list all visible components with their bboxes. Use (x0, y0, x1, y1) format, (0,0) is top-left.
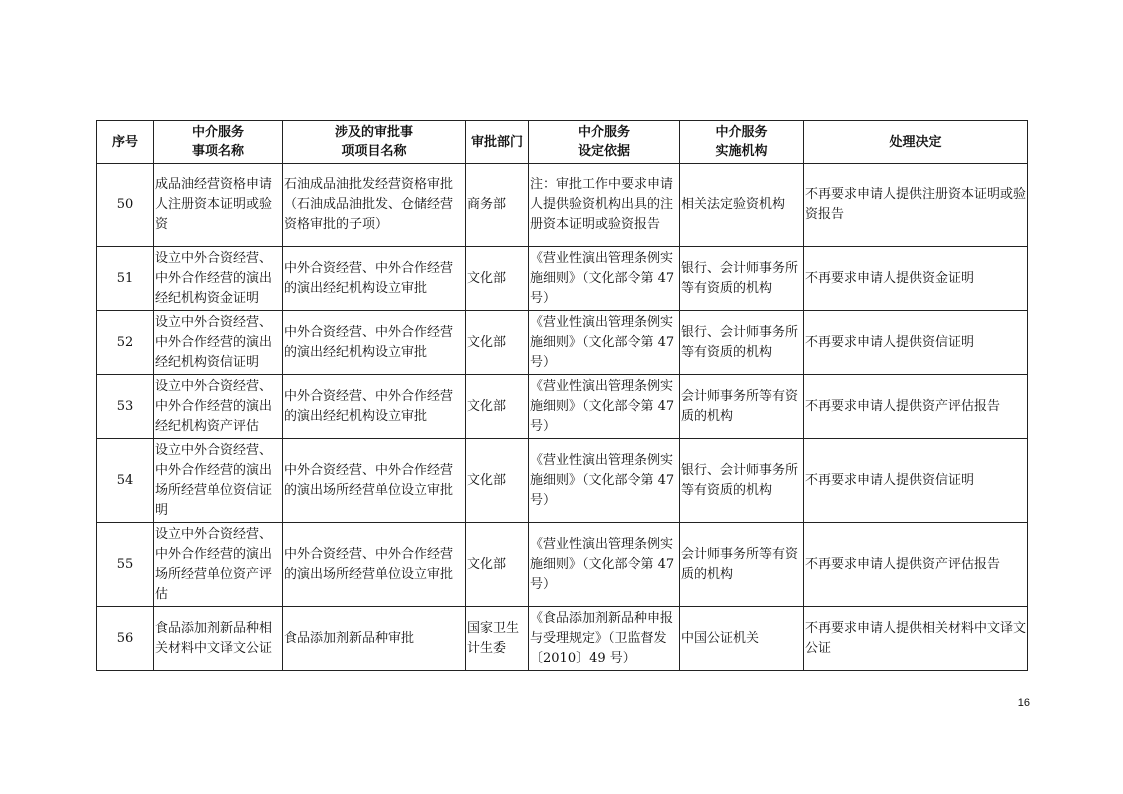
header-cell-basis: 中介服务 设定依据 (529, 121, 680, 164)
approval-items-table (96, 120, 1028, 671)
cell-approval: 石油成品油批发经营资格审批（石油成品油批发、仓储经营资格审批的子项） (283, 164, 466, 247)
cell-approval: 中外合资经营、中外合作经营的演出场所经营单位设立审批 (283, 439, 466, 523)
cell-service: 设立中外合资经营、中外合作经营的演出场所经营单位资产评估 (154, 523, 283, 607)
table-row (97, 523, 1028, 607)
table-row (97, 607, 1028, 671)
cell-agency: 会计师事务所等有资质的机构 (680, 523, 804, 607)
header-cell-service: 中介服务 事项名称 (154, 121, 283, 164)
cell-service: 设立中外合资经营、中外合作经营的演出经纪机构资产评估 (154, 375, 283, 439)
table-row (97, 375, 1028, 439)
cell-dept: 文化部 (466, 311, 529, 375)
cell-dept: 文化部 (466, 375, 529, 439)
cell-service: 成品油经营资格申请人注册资本证明或验资 (154, 164, 283, 247)
cell-basis: 注：审批工作中要求申请人提供验资机构出具的注册资本证明或验资报告 (529, 164, 680, 247)
header-cell-dept: 审批部门 (466, 121, 529, 164)
cell-decision: 不再要求申请人提供资金证明 (804, 247, 1028, 311)
cell-approval: 中外合资经营、中外合作经营的演出经纪机构设立审批 (283, 311, 466, 375)
cell-no: 54 (97, 439, 154, 523)
cell-basis: 《营业性演出管理条例实施细则》（文化部令第 47 号） (529, 375, 680, 439)
cell-agency: 银行、会计师事务所等有资质的机构 (680, 439, 804, 523)
cell-decision: 不再要求申请人提供资产评估报告 (804, 523, 1028, 607)
cell-no: 56 (97, 607, 154, 671)
cell-decision: 不再要求申请人提供资产评估报告 (804, 375, 1028, 439)
cell-agency: 银行、会计师事务所等有资质的机构 (680, 247, 804, 311)
cell-basis: 《营业性演出管理条例实施细则》（文化部令第 47 号） (529, 523, 680, 607)
cell-dept: 商务部 (466, 164, 529, 247)
cell-agency: 会计师事务所等有资质的机构 (680, 375, 804, 439)
cell-service: 设立中外合资经营、中外合作经营的演出经纪机构资信证明 (154, 311, 283, 375)
cell-approval: 中外合资经营、中外合作经营的演出经纪机构设立审批 (283, 375, 466, 439)
cell-no: 51 (97, 247, 154, 311)
cell-service: 设立中外合资经营、中外合作经营的演出经纪机构资金证明 (154, 247, 283, 311)
cell-decision: 不再要求申请人提供资信证明 (804, 311, 1028, 375)
cell-service: 食品添加剂新品种相关材料中文译文公证 (154, 607, 283, 671)
cell-no: 55 (97, 523, 154, 607)
cell-dept: 文化部 (466, 247, 529, 311)
cell-dept: 文化部 (466, 523, 529, 607)
cell-basis: 《营业性演出管理条例实施细则》（文化部令第 47 号） (529, 247, 680, 311)
cell-dept: 国家卫生计生委 (466, 607, 529, 671)
cell-basis: 《营业性演出管理条例实施细则》（文化部令第 47 号） (529, 439, 680, 523)
cell-dept: 文化部 (466, 439, 529, 523)
cell-approval: 中外合资经营、中外合作经营的演出经纪机构设立审批 (283, 247, 466, 311)
header-cell-decision: 处理决定 (804, 121, 1028, 164)
cell-service: 设立中外合资经营、中外合作经营的演出场所经营单位资信证明 (154, 439, 283, 523)
cell-no: 50 (97, 164, 154, 247)
cell-decision: 不再要求申请人提供注册资本证明或验资报告 (804, 164, 1028, 247)
table-row (97, 311, 1028, 375)
cell-basis: 《食品添加剂新品种申报与受理规定》（卫监督发〔2010〕49 号） (529, 607, 680, 671)
header-cell-no: 序号 (97, 121, 154, 164)
header-cell-agency: 中介服务 实施机构 (680, 121, 804, 164)
cell-approval: 食品添加剂新品种审批 (283, 607, 466, 671)
cell-agency: 银行、会计师事务所等有资质的机构 (680, 311, 804, 375)
header-row (97, 121, 1028, 164)
header-cell-approval: 涉及的审批事 项项目名称 (283, 121, 466, 164)
cell-no: 52 (97, 311, 154, 375)
table-row (97, 439, 1028, 523)
table-row (97, 247, 1028, 311)
cell-approval: 中外合资经营、中外合作经营的演出场所经营单位设立审批 (283, 523, 466, 607)
table-row (97, 164, 1028, 247)
cell-agency: 中国公证机关 (680, 607, 804, 671)
cell-decision: 不再要求申请人提供资信证明 (804, 439, 1028, 523)
cell-no: 53 (97, 375, 154, 439)
cell-decision: 不再要求申请人提供相关材料中文译文公证 (804, 607, 1028, 671)
page-number: 16 (1017, 697, 1030, 709)
cell-basis: 《营业性演出管理条例实施细则》（文化部令第 47 号） (529, 311, 680, 375)
cell-agency: 相关法定验资机构 (680, 164, 804, 247)
